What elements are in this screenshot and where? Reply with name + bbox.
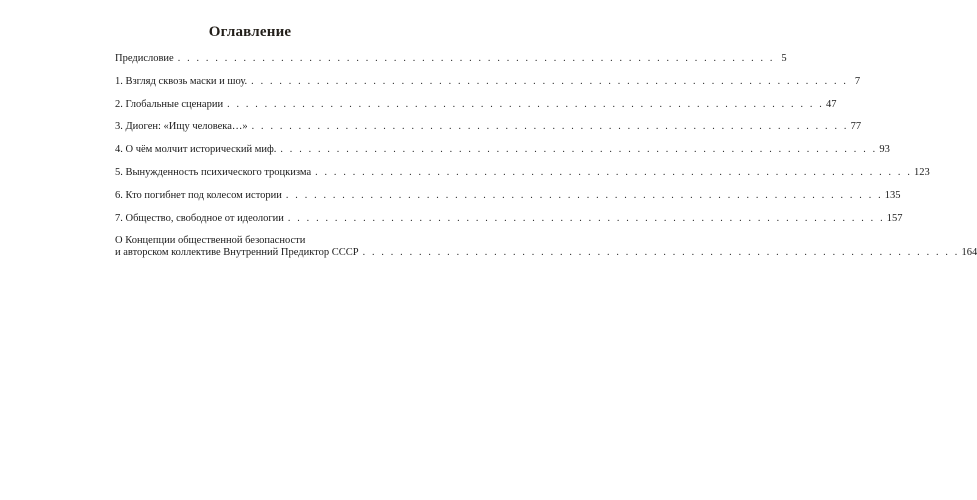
toc-entry-label: 3. Диоген: «Ищу человека…» [115,121,248,133]
toc-entry-label-line2: и авторском коллективе Внутренний Предиктор СССР [115,247,359,259]
toc-page-number: 123 [914,166,930,178]
toc-leader-dots: . . . . . . . . . . . . . . . . . . . . . . . . . . . . . . . . . . . . . . . . . . . . . . . . . . . . . . . . . . . . . . . . [177,53,775,64]
toc-list [115,53,977,270]
toc-leader-dots: . . . . . . . . . . . . . . . . . . . . . . . . . . . . . . . . . . . . . . . . . . . . . . . . . . . . . . . . . . . . . . . . [362,247,960,259]
toc-leader-dots: . . . . . . . . . . . . . . . . . . . . . . . . . . . . . . . . . . . . . . . . . . . . . . . . . . . . . . . . . . . . . . . . [315,166,913,178]
toc-entry-label: 1. Взгляд сквозь маски и шоу. [115,75,248,87]
toc-entry-label: 2. Глобальные сценарии [115,98,224,110]
toc-entry-preface[interactable] [115,53,787,65]
toc-entry-label-line2-row [115,247,977,259]
toc-entry-label: 5. Вынужденность психического троцкизма [115,166,312,178]
toc-page-number: 5 [781,53,787,64]
toc-page-number: 93 [879,144,890,156]
toc-leader-dots: . . . . . . . . . . . . . . . . . . . . . . . . . . . . . . . . . . . . . . . . . . . . . . . . . . . . . . . . . . . . . . . . [287,212,885,224]
toc-leader-dots: . . . . . . . . . . . . . . . . . . . . . . . . . . . . . . . . . . . . . . . . . . . . . . . . . . . . . . . . . . . . . . . . [285,189,883,201]
toc-page-number: 7 [854,75,861,87]
toc-entry-label: 7. Общество, свободное от идеологии [115,212,284,224]
toc-leader-dots: . . . . . . . . . . . . . . . . . . . . . . . . . . . . . . . . . . . . . . . . . . . . . . . . . . . . . . . . . . . . . . . . [280,144,878,156]
toc-entry-chapter-3[interactable] [115,121,862,133]
toc-entry-chapter-4[interactable] [115,144,890,156]
toc-entry-about[interactable] [115,235,977,259]
page-title: Оглавление [208,24,292,40]
toc-page-number: 47 [825,98,837,110]
toc-leader-dots: . . . . . . . . . . . . . . . . . . . . . . . . . . . . . . . . . . . . . . . . . . . . . . . . . . . . . . . . . . . . . . . . [251,75,849,87]
toc-entry-chapter-7[interactable] [115,212,903,225]
toc-entry-chapter-6[interactable] [115,189,901,202]
toc-entry-chapter-1[interactable] [115,75,861,88]
toc-entry-chapter-2[interactable] [115,98,837,111]
toc-page-number: 164 [961,247,977,259]
toc-entry-label: 4. О чём молчит исторический миф. [115,144,277,156]
toc-entry-label-line1: О Концепции общественной безопасности [115,235,306,247]
toc-leader-dots: . . . . . . . . . . . . . . . . . . . . . . . . . . . . . . . . . . . . . . . . . . . . . . . . . . . . . . . . . . . . . . . . [251,121,849,133]
toc-page-number: 77 [850,121,862,133]
toc-page-number: 157 [886,212,903,224]
toc-page-number: 135 [884,189,901,201]
toc-leader-dots: . . . . . . . . . . . . . . . . . . . . . . . . . . . . . . . . . . . . . . . . . . . . . . . . . . . . . . . . . . . . . . . . [227,98,824,110]
toc-entry-label: Предисловие [115,53,174,64]
toc-entry-label: 6. Кто погибнет под колесом истории [115,189,282,201]
toc-entry-chapter-5[interactable] [115,166,930,179]
